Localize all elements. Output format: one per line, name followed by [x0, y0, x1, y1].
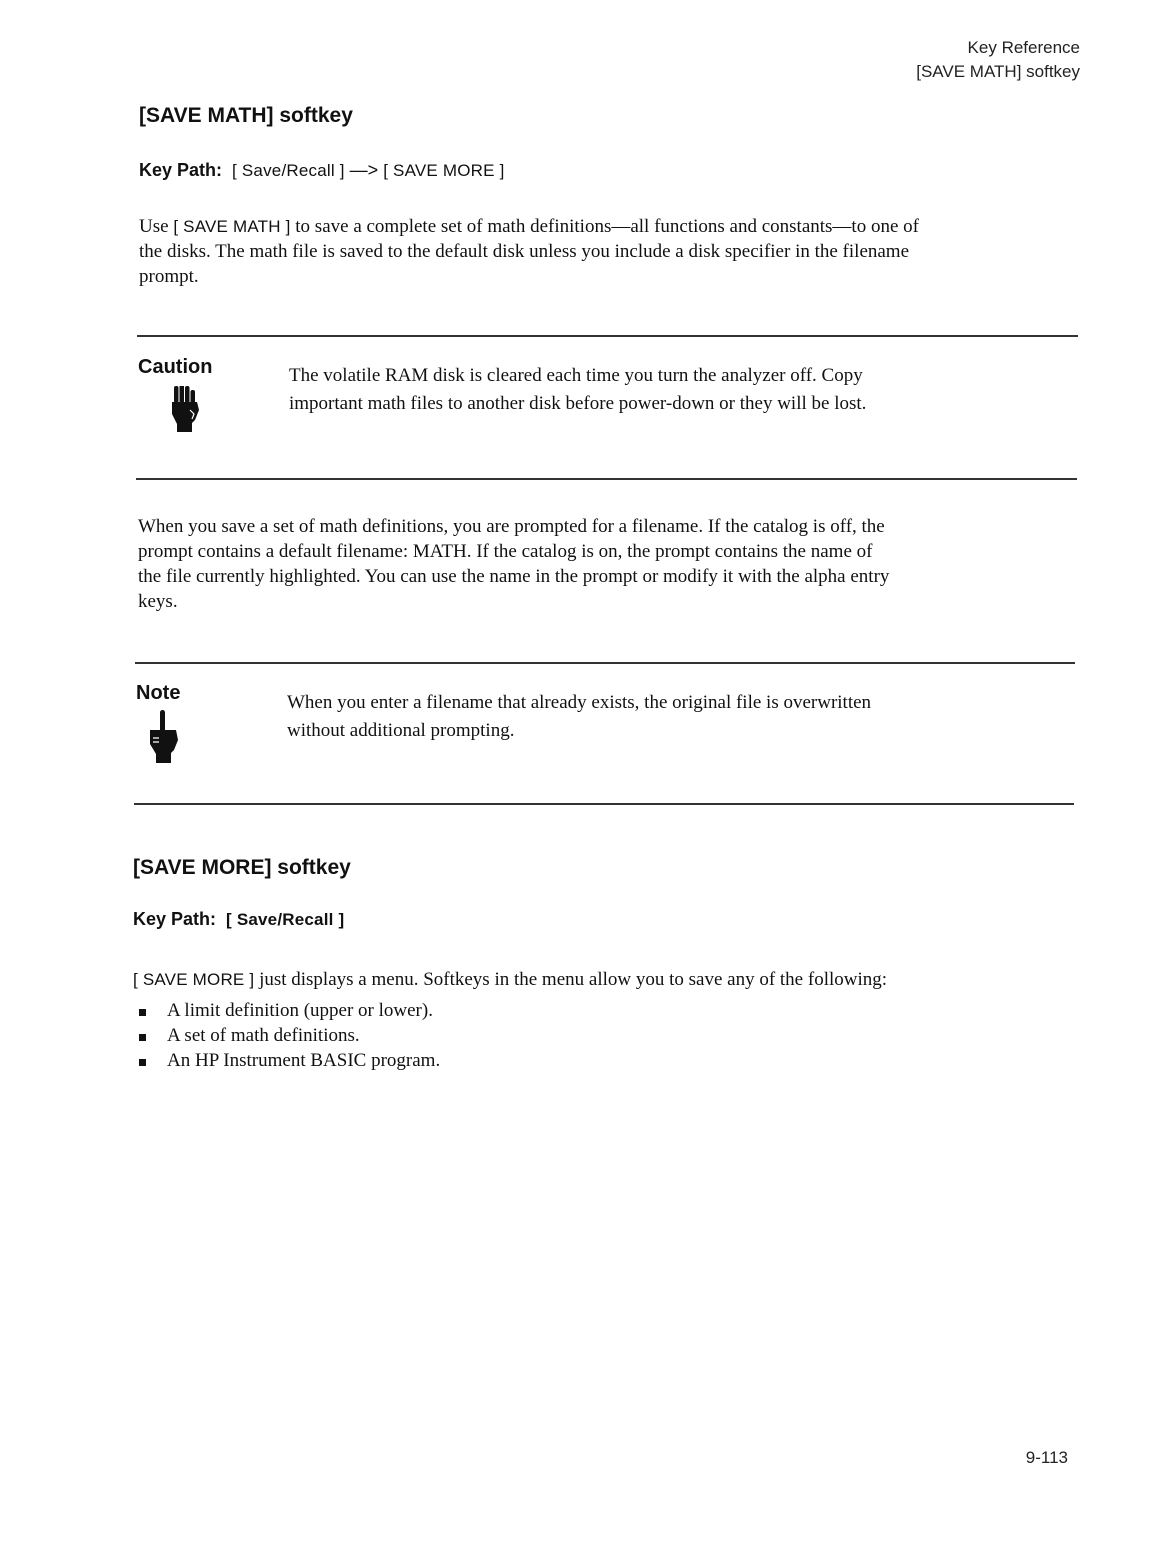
caution-text — [289, 362, 1049, 418]
divider-rule — [136, 478, 1077, 480]
keypath-save-math — [139, 160, 505, 181]
caution-label: Caution — [138, 356, 213, 378]
paragraph-filename-prompt — [138, 514, 1078, 614]
section-title-save-math: [SAVE MATH] softkey — [139, 104, 353, 127]
divider-rule — [135, 662, 1075, 664]
paragraph-line: prompt. — [139, 266, 199, 287]
paragraph-line: the disks. The math file is saved to the default disk unless you include a disk specifier in the filename — [139, 241, 910, 262]
keycap-save-recall: [ Save/Recall ] — [232, 161, 345, 180]
running-head-chapter: Key Reference — [967, 38, 1080, 57]
keypath-save-more — [133, 909, 344, 930]
hand-caution-icon — [168, 386, 202, 437]
keypath-label: Key Path: — [139, 160, 223, 180]
page-number: 9-113 — [1025, 1448, 1068, 1467]
paragraph-prefix: Use — [139, 216, 169, 237]
note-label: Note — [136, 682, 181, 704]
keypath-arrow: —> — [349, 160, 379, 180]
section-title-save-more: [SAVE MORE] softkey — [133, 856, 351, 879]
keypath-label: Key Path: — [133, 909, 217, 929]
paragraph-line: the file currently highlighted. You can use the name in the prompt or modify it with the alpha entry — [138, 566, 890, 587]
divider-rule — [137, 335, 1078, 337]
paragraph-line: keys. — [138, 591, 178, 612]
paragraph-line: prompt contains a default filename: MATH. If the catalog is on, the prompt contains the name of — [138, 541, 873, 562]
list-item: An HP Instrument BASIC program. — [137, 1048, 837, 1073]
caution-line: The volatile RAM disk is cleared each time you turn the analyzer off. Copy — [289, 365, 863, 386]
divider-rule — [134, 803, 1074, 805]
paragraph-text: to save a complete set of math definitions—all functions and constants—to one of — [295, 216, 919, 237]
paragraph-line: When you save a set of math definitions, you are prompted for a filename. If the catalog is off, the — [138, 516, 885, 537]
paragraph-text: just displays a menu. Softkeys in the menu allow you to save any of the following: — [259, 969, 888, 990]
caution-line: important math files to another disk before power-down or they will be lost. — [289, 393, 867, 414]
note-line: When you enter a filename that already exists, the original file is overwritten — [287, 692, 872, 713]
running-head-topic: [SAVE MATH] softkey — [916, 62, 1080, 81]
note-line: without additional prompting. — [287, 720, 515, 741]
hand-pointing-note-icon — [146, 710, 182, 769]
keycap-save-more: [ SAVE MORE ] — [383, 161, 505, 180]
keycap-save-recall: [ Save/Recall ] — [226, 910, 345, 929]
list-item: A set of math definitions. — [137, 1023, 837, 1048]
paragraph-save-math-intro — [139, 214, 1079, 289]
keycap-save-math: [ SAVE MATH ] — [173, 217, 291, 236]
running-head — [916, 36, 1080, 84]
note-text — [287, 689, 1047, 745]
paragraph-save-more-intro — [133, 967, 1083, 992]
paragraph-line — [139, 214, 1079, 239]
bullet-list-save-options — [137, 998, 837, 1073]
keycap-save-more: [ SAVE MORE ] — [133, 970, 255, 989]
list-item: A limit definition (upper or lower). — [137, 998, 837, 1023]
